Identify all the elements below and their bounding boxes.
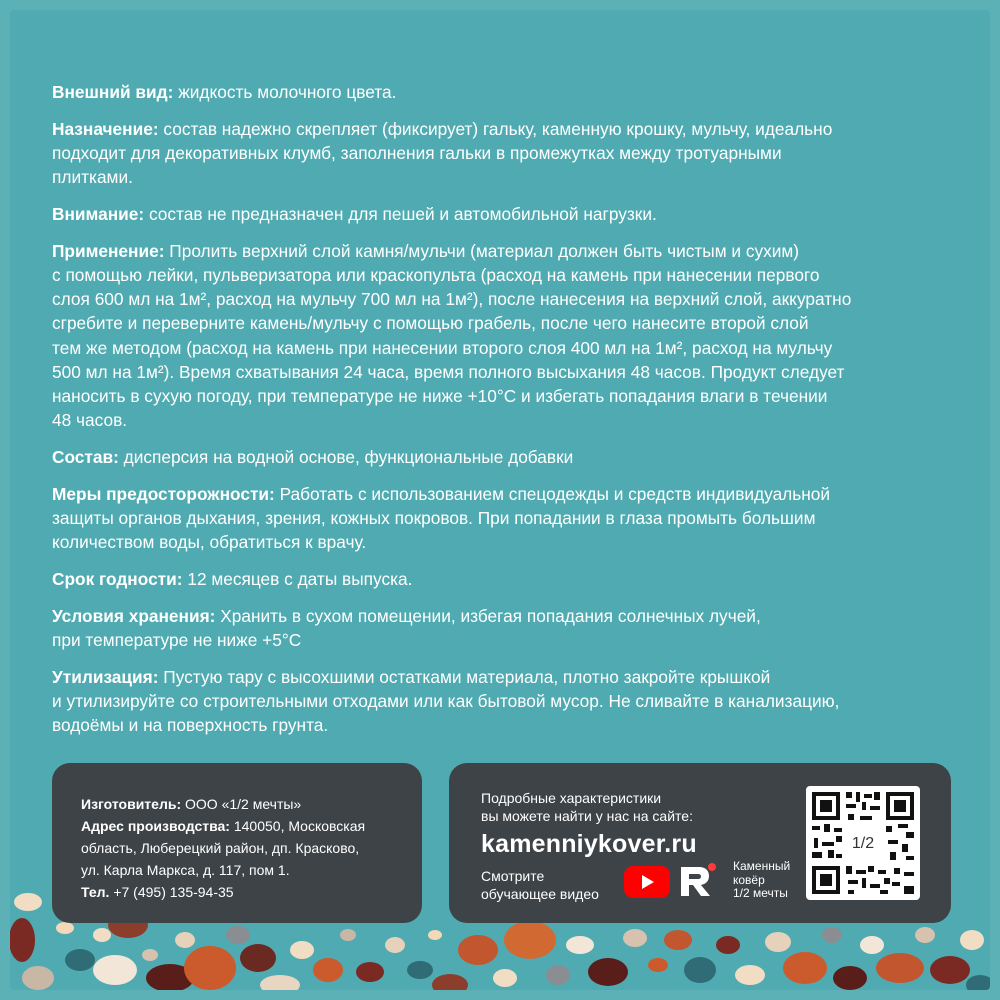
- label: Условия хранения:: [52, 605, 216, 626]
- manufacturer-line: [81, 793, 402, 815]
- text: Пролить верхний слой камня/мульчи (материал должен быть чистым и сухим): [164, 240, 800, 261]
- text: наносить в сухую погоду, при температуре не ниже +10°С и избегать попадания влаги в течении: [52, 386, 828, 407]
- label: Меры предосторожности:: [52, 483, 275, 504]
- channel-line: Каменный: [733, 859, 791, 873]
- text: состав не предназначен для пешей и автомобильной нагрузки.: [144, 204, 657, 224]
- manufacturer-value: ООО «1/2 мечты»: [181, 796, 302, 812]
- page: [10, 10, 990, 990]
- text: плитками.: [52, 167, 133, 188]
- address-line: [81, 815, 402, 837]
- label: Внимание:: [52, 204, 145, 224]
- text: жидкость молочного цвета.: [173, 82, 397, 102]
- text: при температуре не ниже +5°С: [52, 630, 302, 651]
- watch-video-text: [481, 867, 631, 903]
- promo-card: [449, 763, 951, 923]
- text: дисперсия на водной основе, функциональные добавки: [118, 447, 574, 468]
- text: 500 мл на 1м²). Время схватывания 24 часа, время полного высыхания 48 часов. Продукт следует: [52, 361, 845, 382]
- phone-label: Тел.: [81, 884, 110, 900]
- label: Применение:: [52, 240, 165, 261]
- text: сгребите и переверните камень/мульчу с помощью грабель, после чего нанесите второй слой: [52, 313, 809, 334]
- text: подходит для декоративных клумб, заполнения гальки в промежутках между тротуарными: [52, 143, 782, 163]
- promo-intro: [481, 789, 781, 825]
- label: Состав:: [52, 447, 119, 468]
- channel-line: 1/2 мечты: [733, 886, 788, 900]
- manufacturer-card: [52, 763, 422, 923]
- address-value: 140050, Московская: [229, 818, 366, 834]
- label: Утилизация:: [52, 666, 159, 687]
- website-link[interactable]: kamenniykover.ru: [481, 830, 697, 858]
- qr-code-icon: [806, 786, 920, 900]
- text: состав надежно скрепляет (фиксирует) гальку, каменную крошку, мульчу, идеально: [158, 118, 833, 139]
- text: водоёмы и на поверхность грунта.: [52, 715, 329, 736]
- rutube-icon[interactable]: [677, 863, 717, 899]
- watch-line: Смотрите: [481, 868, 545, 884]
- text: Хранить в сухом помещении, избегая попадания солнечных лучей,: [215, 605, 761, 626]
- text: с помощью лейки, пульверизатора или краскопульта (расход на камень при нанесении первого: [52, 265, 820, 285]
- promo-intro-line: вы можете найти у нас на сайте:: [481, 808, 693, 824]
- address-label: Адрес производства:: [81, 818, 230, 834]
- label: Внешний вид:: [52, 82, 174, 102]
- text: защиты органов дыхания, зрения, кожных покровов. При попадании в глаза промыть большим: [52, 508, 816, 529]
- text: и утилизируйте со строительными отходами или как бытовой мусор. Не сливайте в канализацию,: [52, 691, 840, 712]
- text: 12 месяцев с даты выпуска.: [182, 569, 413, 590]
- text: Пустую тару с высохшими остатками материала, плотно закройте крышкой: [158, 666, 771, 687]
- channel-line: ковёр: [733, 872, 765, 887]
- channel-name: [733, 860, 813, 901]
- manufacturer-label: Изготовитель:: [81, 796, 182, 812]
- text: 48 часов.: [52, 410, 128, 431]
- label: Назначение:: [52, 118, 159, 139]
- promo-intro-line: Подробные характеристики: [481, 790, 662, 806]
- qr-logo-text: 1/2: [851, 835, 875, 852]
- phone-value: +7 (495) 135-94-35: [109, 884, 234, 900]
- text: тем же методом (расход на камень при нанесении второго слоя 400 мл на 1м², расход на мульчу: [52, 337, 833, 358]
- qr-code[interactable]: [806, 786, 920, 900]
- watch-line: обучающее видео: [481, 886, 599, 902]
- address-line: ул. Карла Маркса, д. 117, пом 1.: [81, 862, 290, 878]
- label: Срок годности:: [52, 569, 183, 590]
- text: Работать с использованием спецодежды и средств индивидуальной: [274, 483, 831, 504]
- youtube-icon[interactable]: [624, 866, 670, 898]
- address-line: область, Люберецкий район, дп. Красково,: [81, 840, 360, 856]
- text: слоя 600 мл на 1м², расход на мульчу 700 мл на 1м²), после нанесения на верхний слой, аккуратно: [52, 289, 852, 310]
- phone-line: [81, 881, 402, 903]
- text: количеством воды, обратиться к врачу.: [52, 532, 367, 553]
